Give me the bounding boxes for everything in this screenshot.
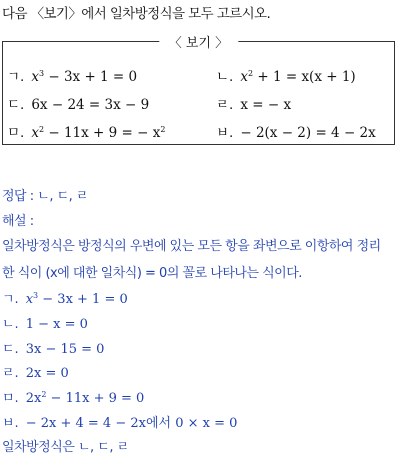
- step-connector: 에서: [145, 416, 176, 431]
- explanation-line-1: 일차방정식은 방정식의 우변에 있는 모든 항을 좌변으로 이항하여 정리: [2, 239, 381, 254]
- step-nieun: [2, 313, 88, 332]
- option-mark: ㄷ.: [7, 97, 25, 113]
- option-term: x: [31, 69, 39, 85]
- step-term: 2x: [25, 391, 42, 406]
- option-exponent: 2: [160, 125, 166, 134]
- option-term: x: [31, 125, 39, 141]
- option-mark: ㄴ.: [216, 69, 234, 85]
- step-rest: − 11x + 9 = 0: [46, 391, 145, 406]
- explanation-label: 해설 :: [2, 214, 34, 229]
- option-equation: − 2(x − 2) = 4 − 2x: [240, 125, 376, 141]
- step-term: x: [25, 292, 34, 307]
- option-rest: − 11x + 9 = − x: [44, 125, 161, 141]
- step-mark: ㅂ.: [2, 416, 19, 431]
- answer-line: 정답 : ㄴ, ㄷ, ㄹ: [2, 189, 88, 204]
- option-digeut: [7, 93, 149, 113]
- step-result: 0 × x = 0: [175, 416, 238, 431]
- step-equation: − 2x + 4 = 4 − 2x: [25, 416, 146, 431]
- step-equation: 3x − 15 = 0: [25, 342, 105, 357]
- step-mark: ㄱ.: [2, 292, 19, 307]
- step-giyeok: [2, 288, 128, 307]
- step-equation: 2x = 0: [25, 366, 69, 381]
- step-exponent: 3: [33, 291, 39, 300]
- option-mark: ㄹ.: [216, 97, 234, 113]
- option-exponent: 2: [247, 69, 254, 78]
- option-equation: x = − x: [240, 97, 292, 113]
- step-rest: − 3x + 1 = 0: [38, 292, 128, 307]
- step-rieul: [2, 362, 69, 381]
- step-mark: ㅁ.: [2, 391, 19, 406]
- option-mark: ㄱ.: [7, 69, 25, 85]
- step-digeut: [2, 338, 104, 357]
- option-rest: − 3x + 1 = 0: [44, 69, 138, 85]
- option-exponent: 2: [38, 125, 45, 134]
- step-exponent: 2: [41, 390, 47, 399]
- option-equation: 6x − 24 = 3x − 9: [31, 97, 150, 113]
- step-equation: 1 − x = 0: [25, 317, 88, 332]
- option-term: x: [240, 69, 248, 85]
- step-mark: ㄴ.: [2, 317, 19, 332]
- step-mieum: [2, 387, 144, 406]
- question-text: 다음 〈보기〉에서 일차방정식을 모두 고르시오.: [2, 6, 271, 22]
- option-mark: ㅂ.: [216, 125, 234, 141]
- option-rest: + 1 = x(x + 1): [253, 69, 356, 85]
- option-bieup: [216, 121, 376, 141]
- step-bieup: [2, 412, 237, 431]
- bogi-box: [2, 36, 395, 145]
- option-exponent: 3: [38, 69, 45, 78]
- bogi-title: 〈 보기 〉: [159, 32, 238, 51]
- option-mark: ㅁ.: [7, 125, 25, 141]
- explanation-line-2: 한 식이 (x에 대한 일차식) = 0의 꼴로 나타나는 식이다.: [2, 266, 302, 281]
- option-nieun: [216, 65, 356, 85]
- option-mieum: [7, 121, 165, 141]
- step-mark: ㄹ.: [2, 366, 19, 381]
- option-giyeok: [7, 65, 137, 85]
- option-rieul: [216, 93, 291, 113]
- conclusion-line: 일차방정식은 ㄴ, ㄷ, ㄹ: [2, 440, 129, 455]
- step-mark: ㄷ.: [2, 342, 19, 357]
